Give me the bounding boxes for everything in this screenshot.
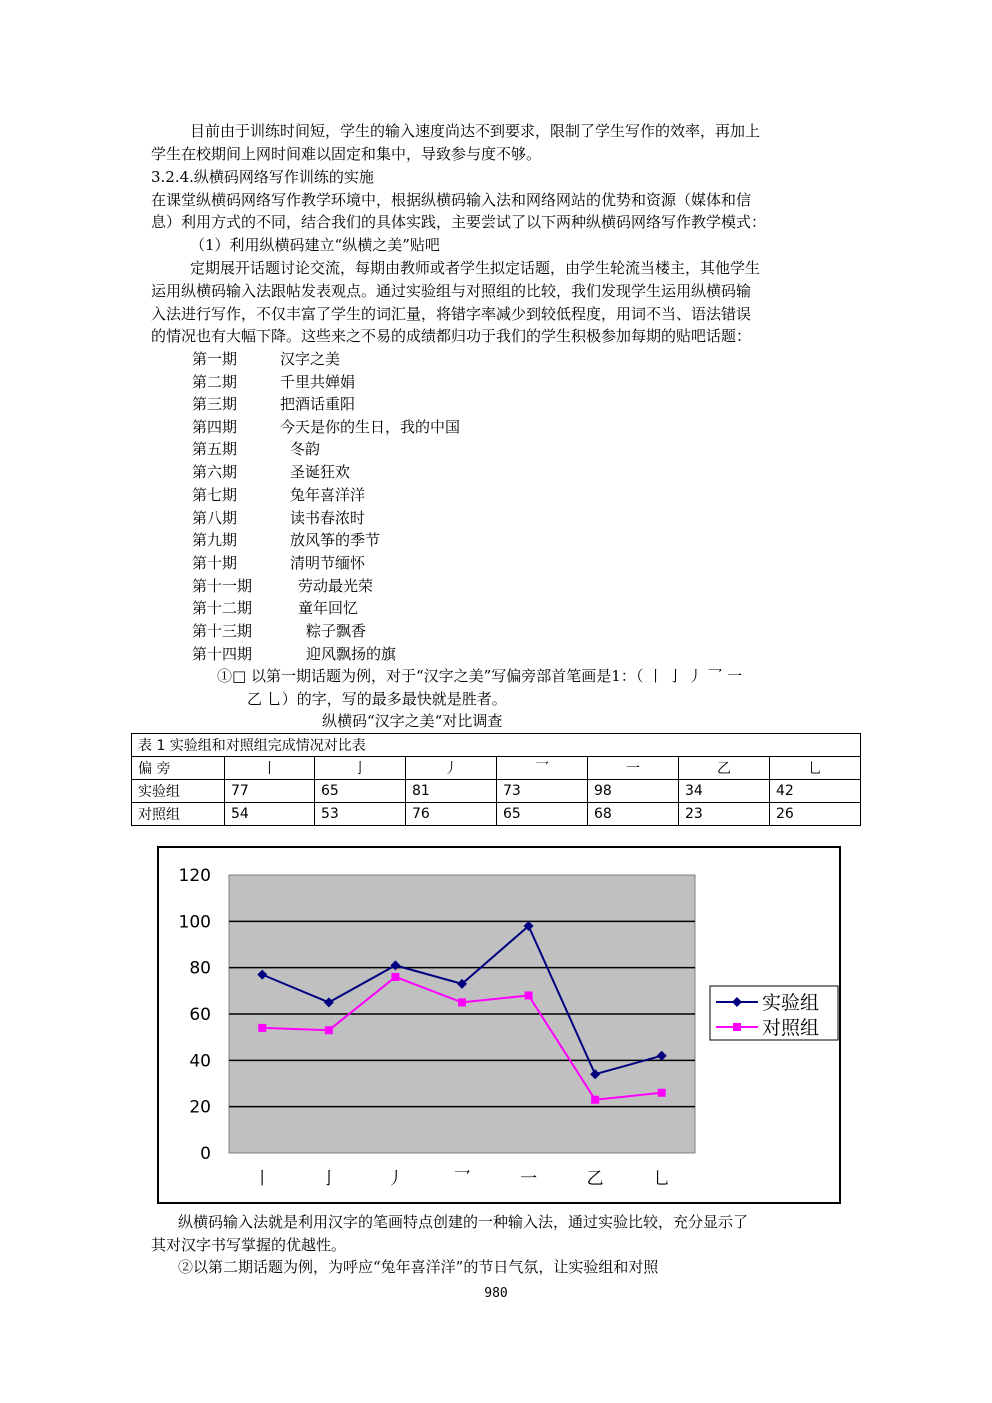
issue-number: 第十二期 <box>192 599 253 617</box>
issue-topic: 童年回忆 <box>298 599 359 617</box>
table-cell: 81 <box>406 780 497 803</box>
y-tick-label: 120 <box>178 866 211 886</box>
paragraph-1-line-1: 目前由于训练时间短，学生的输入速度尚达不到要求，限制了学生写作的效率，再加上 <box>190 122 761 140</box>
legend-marker <box>733 1023 741 1031</box>
issue-topic: 千里共婵娟 <box>280 373 356 391</box>
x-tick-label: 丿 <box>386 1169 404 1189</box>
example-1-line-1: ①□ 以第一期话题为例，对于“汉字之美”写偏旁部首笔画是1：（ 丨 亅 丿 乛 一 <box>217 667 743 685</box>
issue-topic: 冬韵 <box>290 440 321 458</box>
line-chart-svg <box>159 848 839 1202</box>
issue-number: 第二期 <box>192 373 238 391</box>
item-1-heading: （1）利用纵横码建立“纵横之美”贴吧 <box>190 236 440 254</box>
issue-topic: 兔年喜洋洋 <box>290 486 366 504</box>
table-cell: 26 <box>770 803 861 826</box>
issue-topic: 把酒话重阳 <box>280 395 356 413</box>
issue-number: 第三期 <box>192 395 238 413</box>
table-cell: 73 <box>497 780 588 803</box>
paragraph-3-line-1: 定期展开话题讨论交流，每期由教师或者学生拟定话题，由学生轮流当楼主，其他学生 <box>190 259 761 277</box>
table-cell: 76 <box>406 803 497 826</box>
data-point <box>658 1089 666 1097</box>
data-point <box>525 991 533 999</box>
table-cell: 68 <box>588 803 679 826</box>
issue-number: 第八期 <box>192 509 238 527</box>
data-point <box>458 998 466 1006</box>
table-cell: 77 <box>225 780 315 803</box>
y-tick-label: 20 <box>189 1097 211 1118</box>
issue-topic: 圣诞狂欢 <box>290 463 351 481</box>
table-header-cell: 一 <box>588 757 679 780</box>
paragraph-2-line-1: 在课堂纵横码网络写作教学环境中，根据纵横码输入法和网络网站的优势和资源（媒体和信 <box>151 191 752 209</box>
data-point <box>391 973 399 981</box>
section-heading: 3.2.4.纵横码网络写作训练的实施 <box>151 168 374 186</box>
x-tick-label: 丨 <box>253 1169 271 1189</box>
y-tick-label: 40 <box>189 1051 211 1072</box>
table-cell: 53 <box>315 803 406 826</box>
paragraph-4-line-2: 其对汉字书写掌握的优越性。 <box>151 1236 347 1254</box>
legend-label: 实验组 <box>762 992 820 1014</box>
line-chart <box>157 846 841 1204</box>
x-tick-label: 一 <box>520 1169 538 1189</box>
table-header-cell: 乙 <box>679 757 770 780</box>
page-number: 980 <box>484 1286 508 1301</box>
y-tick-label: 100 <box>178 912 211 933</box>
survey-title: 纵横码“汉字之美“对比调查 <box>322 712 503 730</box>
table-cell: 23 <box>679 803 770 826</box>
issue-topic: 读书春浓时 <box>290 509 366 527</box>
table-header-cell: 乚 <box>770 757 861 780</box>
issue-number: 第十四期 <box>192 645 253 663</box>
issue-number: 第十一期 <box>192 577 253 595</box>
table-header-cell: 乛 <box>497 757 588 780</box>
issue-number: 第一期 <box>192 350 238 368</box>
issue-topic: 清明节缅怀 <box>290 554 366 572</box>
table-caption-row <box>132 734 861 757</box>
table-header-cell: 亅 <box>315 757 406 780</box>
data-point <box>591 1096 599 1104</box>
issue-topic: 放风筝的季节 <box>290 531 381 549</box>
issue-topic: 今天是你的生日，我的中国 <box>280 418 461 436</box>
table-caption: 表 1 实验组和对照组完成情况对比表 <box>132 734 861 757</box>
data-point <box>325 1026 333 1034</box>
x-tick-label: 乙 <box>586 1169 604 1189</box>
paragraph-2-line-2: 息）利用方式的不同，结合我们的具体实践，主要尝试了以下两种纵横码网络写作教学模式： <box>151 213 767 231</box>
issue-topic: 劳动最光荣 <box>298 577 374 595</box>
paragraph-1-line-2: 学生在校期间上网时间难以固定和集中，导致参与度不够。 <box>151 145 542 163</box>
y-tick-label: 60 <box>189 1005 211 1025</box>
table-cell: 65 <box>315 780 406 803</box>
issue-number: 第九期 <box>192 531 238 549</box>
x-tick-label: 亅 <box>320 1169 338 1189</box>
table-cell: 42 <box>770 780 861 803</box>
table-row-label: 对照组 <box>132 803 225 826</box>
y-tick-label: 80 <box>189 958 211 979</box>
table-header-row <box>132 757 861 780</box>
table-row-label: 实验组 <box>132 780 225 803</box>
issue-topic: 迎风飘扬的旗 <box>306 645 397 663</box>
issue-number: 第四期 <box>192 418 238 436</box>
example-2: ②以第二期话题为例，为呼应“兔年喜洋洋”的节日气氛，让实验组和对照 <box>178 1258 659 1276</box>
example-1-line-2: 乙 乚）的字，写的最多最快就是胜者。 <box>247 690 507 708</box>
issue-topic: 汉字之美 <box>280 350 341 368</box>
paragraph-3-line-4: 的情况也有大幅下降。这些来之不易的成绩都归功于我们的学生积极参加每期的贴吧话题： <box>151 327 752 345</box>
table-row <box>132 780 861 803</box>
table-cell: 98 <box>588 780 679 803</box>
table-header-cell: 丿 <box>406 757 497 780</box>
issue-number: 第十期 <box>192 554 238 572</box>
table-cell: 34 <box>679 780 770 803</box>
table-cell: 54 <box>225 803 315 826</box>
table-row <box>132 803 861 826</box>
issue-topic: 粽子飘香 <box>306 622 367 640</box>
issue-number: 第六期 <box>192 463 238 481</box>
x-tick-label: 乛 <box>453 1169 471 1189</box>
issue-number: 第五期 <box>192 440 238 458</box>
issue-number: 第十三期 <box>192 622 253 640</box>
table-header-label: 偏 旁 <box>132 757 225 780</box>
comparison-table <box>131 733 861 826</box>
issue-number: 第七期 <box>192 486 238 504</box>
table-cell: 65 <box>497 803 588 826</box>
legend-label: 对照组 <box>762 1017 820 1039</box>
table-header-cell: 丨 <box>225 757 315 780</box>
data-point <box>258 1024 266 1032</box>
paragraph-3-line-2: 运用纵横码输入法跟帖发表观点。通过实验组与对照组的比较，我们发现学生运用纵横码输 <box>151 282 752 300</box>
x-tick-label: 乚 <box>653 1169 671 1189</box>
y-tick-label: 0 <box>200 1144 211 1164</box>
paragraph-3-line-3: 入法进行写作，不仅丰富了学生的词汇量，将错字率减少到较低程度，用词不当、语法错误 <box>151 305 752 323</box>
paragraph-4-line-1: 纵横码输入法就是利用汉字的笔画特点创建的一种输入法，通过实验比较，充分显示了 <box>178 1213 749 1231</box>
